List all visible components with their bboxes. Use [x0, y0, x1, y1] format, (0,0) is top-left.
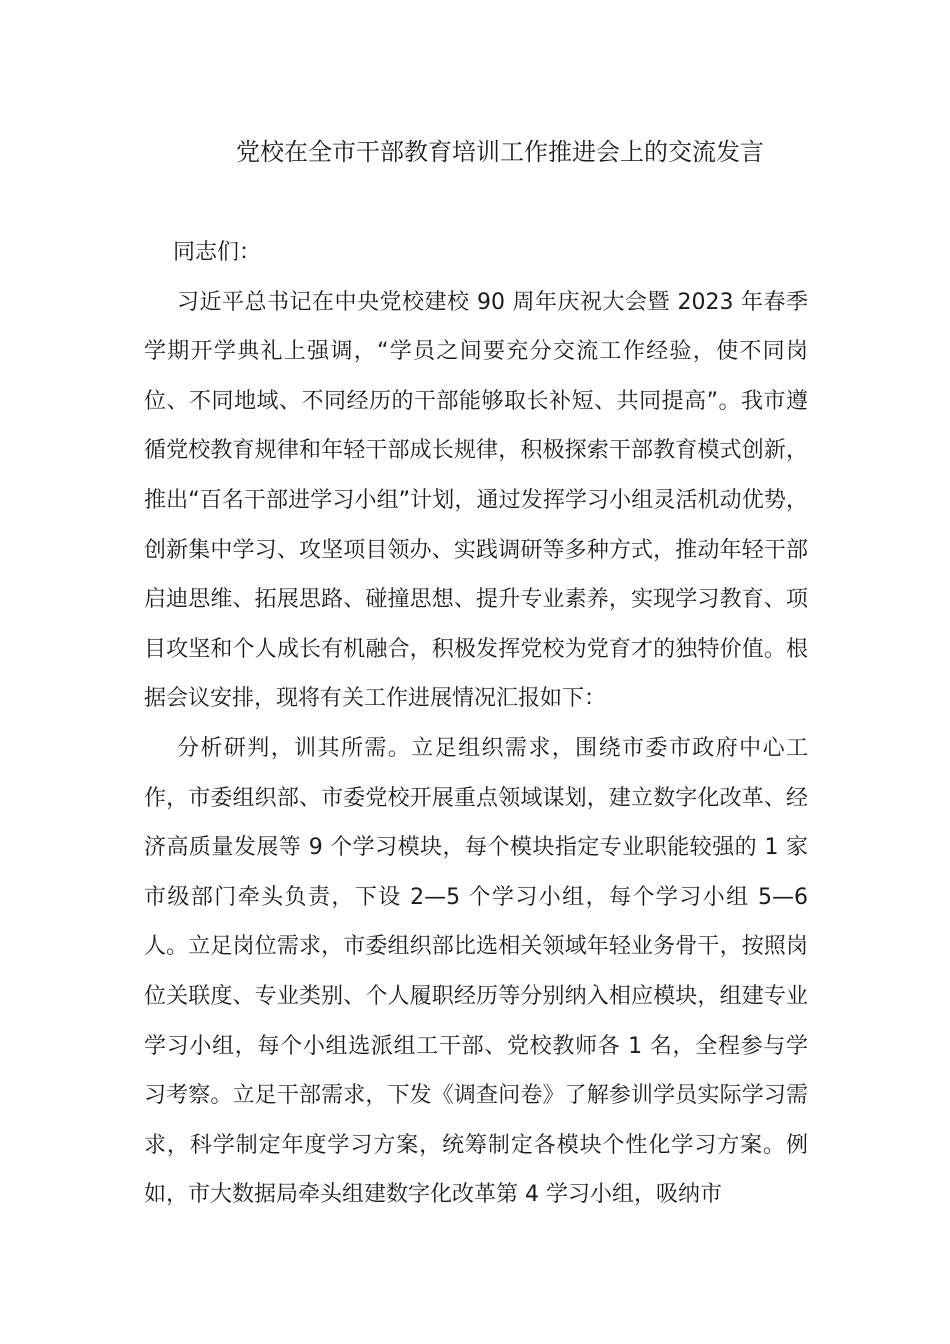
document-title: 党校在全市干部教育培训工作推进会上的交流发言: [236, 138, 764, 166]
salutation: 同志们：: [173, 240, 262, 265]
paragraph-analysis: 分析研判，训其所需。立足组织需求，围绕市委市政府中心工作，市委组织部、市委党校开展重点领域谋划，建立数字化改革、经济高质量发展等 9 个学习模块，每个模块指定专业职能较强的 1 家市级部门牵头负责，下设 2—5 个学习小组，每个学习小组 5—6 人。立足岗位需求，市委组织部比选相关领域年轻业务骨干，按照岗位关联度、专业类别、个人履职经历等分别纳入相应模块，组建专业学习小组，每个小组选派组工干部、党校教师各 1 名，全程参与学习考察。立足干部需求，下发《调查问卷》了解参训学员实际学习需求，科学制定年度学习方案，统筹制定各模块个性化学习方案。例如，市大数据局牵头组建数字化改革第 4 学习小组，吸纳市: [144, 735, 808, 1208]
paragraph-intro: 习近平总书记在中央党校建校 90 周年庆祝大会暨 2023 年春季学期开学典礼上强调，“学员之间要充分交流工作经验，使不同岗位、不同地域、不同经历的干部能够取长补短、共同提高”。我市遵循党校教育规律和年轻干部成长规律，积极探索干部教育模式创新，推出“百名干部进学习小组”计划，通过发挥学习小组灵活机动优势，创新集中学习、攻坚项目领办、实践调研等多种方式，推动年轻干部启迪思维、拓展思路、碰撞思想、提升专业素养，实现学习教育、项目攻坚和个人成长有机融合，积极发挥党校为党育才的独特价值。根据会议安排，现将有关工作进展情况汇报如下：: [144, 289, 808, 712]
document-body: [144, 228, 808, 1220]
